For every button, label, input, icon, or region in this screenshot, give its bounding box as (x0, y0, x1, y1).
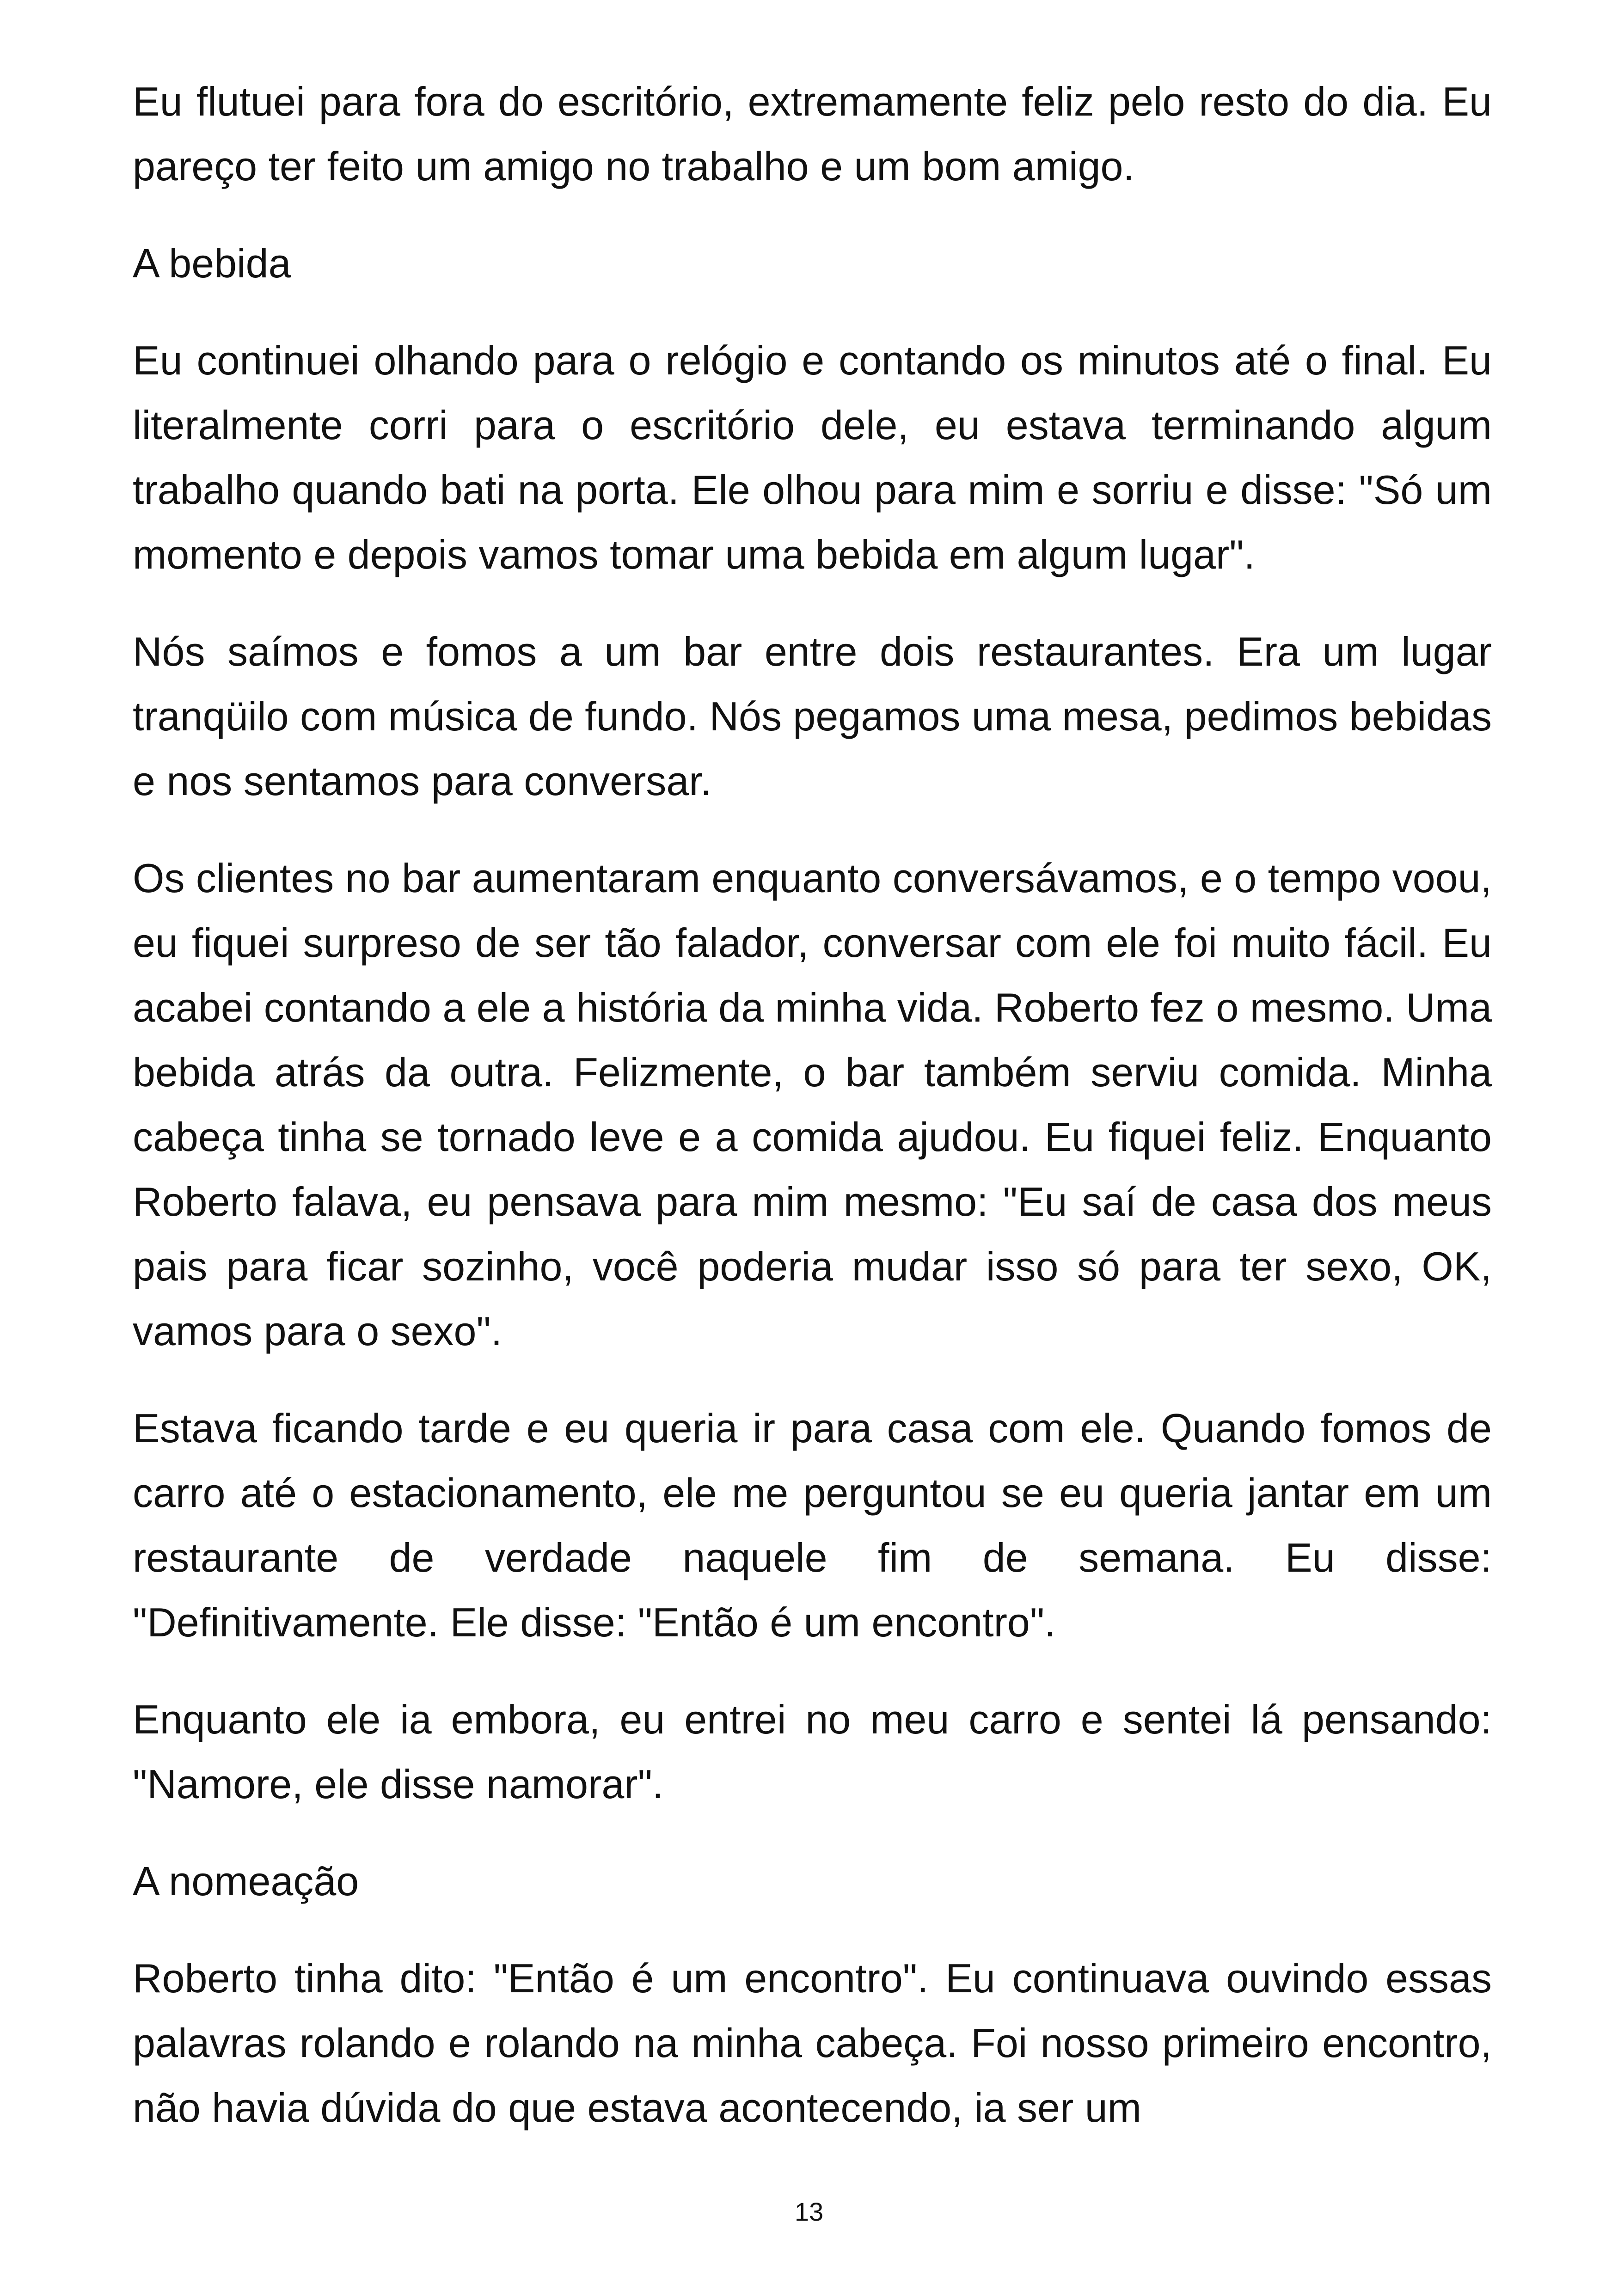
paragraph-4: Os clientes no bar aumentaram enquanto conversávamos, e o tempo voou, eu fiquei surpreso de ser tão falador, conversar com ele foi muito fácil. Eu acabei contando a ele a história da minha vida. Roberto fez o mesmo. Uma bebida atrás da outra. Felizmente, o bar também serviu comida. Minha cabeça tinha se tornado leve e a comida ajudou. Eu fiquei feliz. Enquanto Roberto falava, eu pensava para mim mesmo: "Eu saí de casa dos meus pais para ficar sozinho, você poderia mudar isso só para ter sexo, OK, vamos para o sexo". (133, 855, 1492, 1354)
section-heading-a-bebida: A bebida (133, 240, 291, 286)
document-body (133, 69, 1492, 2173)
section-heading-a-nomeacao: A nomeação (133, 1858, 359, 1904)
paragraph-3: Nós saímos e fomos a um bar entre dois restaurantes. Era um lugar tranqüilo com música de fundo. Nós pegamos uma mesa, pedimos bebidas e nos sentamos para conversar. (133, 629, 1492, 804)
paragraph-5: Estava ficando tarde e eu queria ir para casa com ele. Quando fomos de carro até o estacionamento, ele me perguntou se eu queria jantar em um restaurante de verdade naquele fim de semana. Eu disse: "Definitivamente. Ele disse: "Então é um encontro". (133, 1405, 1492, 1645)
paragraph-1: Eu flutuei para fora do escritório, extremamente feliz pelo resto do dia. Eu pareço ter feito um amigo no trabalho e um bom amigo. (133, 79, 1492, 189)
paragraph-2: Eu continuei olhando para o relógio e contando os minutos até o final. Eu literalmente corri para o escritório dele, eu estava terminando algum trabalho quando bati na porta. Ele olhou para mim e sorriu e disse: "Só um momento e depois vamos tomar uma bebida em algum lugar". (133, 337, 1492, 577)
paragraph-6: Enquanto ele ia embora, eu entrei no meu carro e sentei lá pensando: "Namore, ele disse namorar". (133, 1696, 1492, 1807)
page-number: 13 (794, 2197, 824, 2226)
paragraph-7: Roberto tinha dito: "Então é um encontro". Eu continuava ouvindo essas palavras rolando e rolando na minha cabeça. Foi nosso primeiro encontro, não havia dúvida do que estava acontecendo, ia ser um (133, 1955, 1492, 2131)
